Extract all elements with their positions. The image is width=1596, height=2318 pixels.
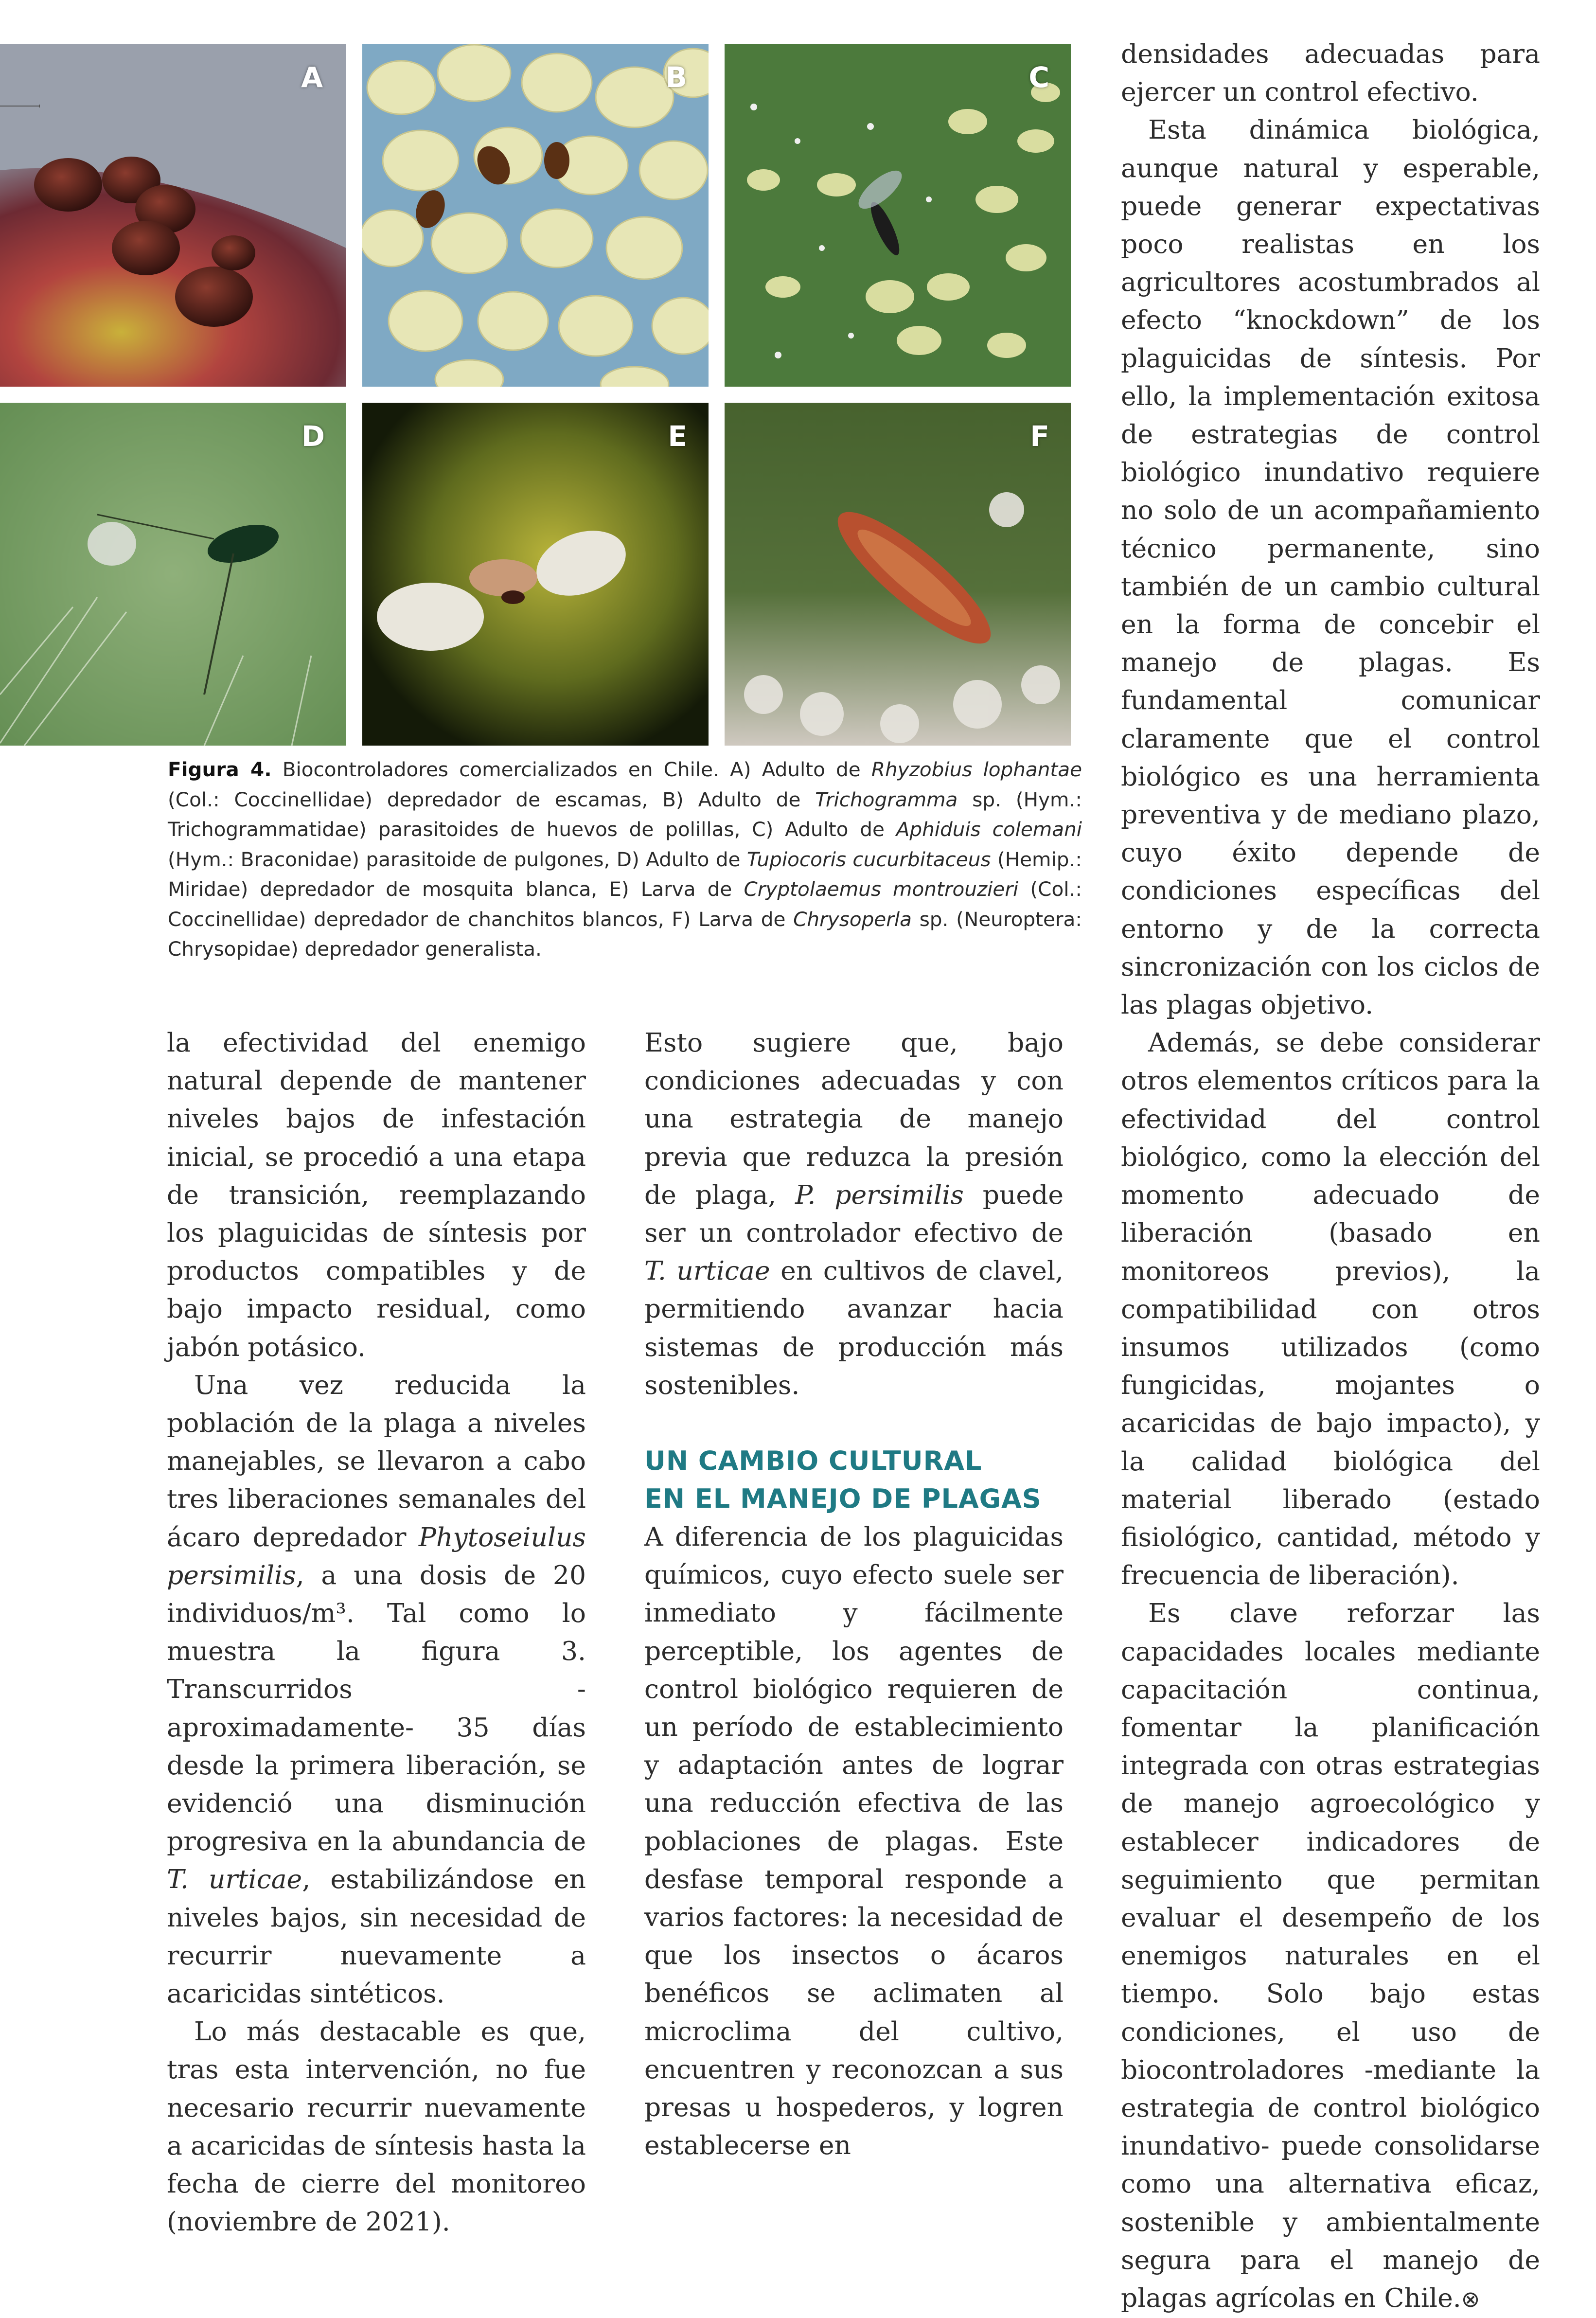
species-name: Phytoseiulus persimilis [167,1521,586,1590]
text-run: Es clave reforzar las capacidades locales mediante capacitación continua, fomentar la planificación integrada con otras estrategias de manejo agroecológico y establecer indicadores de seguimiento que permitan evaluar el desempeño de los enemigos naturales en el tiempo. Solo bajo estas condiciones, el uso de biocontroladores -mediante la estrategia de control biológico inundativo- puede consolidarse como una alternativa eficaz, sostenible y ambientalmente segura para el manejo de plagas agrícolas en Chile. [1121,1598,1540,2313]
photo-rhyzobius [0,44,346,387]
figure-panel-f [725,403,1071,746]
caption-lead: Figura 4. [168,758,272,781]
figure-panel-a [0,44,346,387]
figure-caption [168,755,1082,964]
text-run: en cultivos de clavel, permitiendo avanzar hacia sistemas de producción más sostenibles. [644,1255,1064,1400]
caption-species: Chrysoperla [793,907,912,931]
section-heading-line: UN CAMBIO CULTURAL [644,1445,982,1477]
photo-aphidius [725,44,1071,387]
figure-panel-d [0,403,346,746]
text-run: , estabilizándose en niveles bajos, sin necesidad de recurrir nuevamente a acaricidas sintéticos. [167,1864,586,2009]
paragraph: A diferencia de los plaguicidas químicos, cuyo efecto suele ser inmediato y fácilmente perceptible, los agentes de control biológico requieren de un período de establecimiento y adaptación antes de lograr una reducción efectiva de las poblaciones de plagas. Este desfase temporal responde a varios factores: la necesidad de que los insectos o ácaros benéficos se aclimaten al microclima del cultivo, encuentren y reconozcan a sus presas u hospederos, y logren establecerse en [644,1521,1064,2161]
photo-trichogramma [362,44,709,387]
paragraph [644,1024,1064,1404]
caption-species: Aphiduis colemani [896,818,1082,841]
caption-text: Biocontroladores comercializados en Chile. A) Adulto de [271,758,871,781]
caption-text: (Col.: Coccinellidae) depredador de chanchitos blancos, F) Larva de [168,877,1082,931]
photo-cryptolaemus [362,403,709,746]
section-heading [644,1442,1064,1518]
panel-label-a: A [301,61,323,94]
caption-text: (Hym.: Braconidae) parasitoide de pulgones, D) Adulto de [168,847,747,871]
figure-panel-c [725,44,1071,387]
caption-species: Cryptolaemus montrouzieri [744,877,1019,901]
panel-label-d: D [301,420,325,453]
paragraph: Además, se debe considerar otros elementos críticos para la efectividad del control biológico, como la elección del momento adecuado de liberación (basado en monitoreos previos), la compatibilidad con otros insumos utilizados (como fungicidas, mojantes o acaricidas de bajo impacto), y la calidad biológica del material liberado (estado fisiológico, cantidad, método y frecuencia de liberación). [1121,1027,1540,1591]
caption-text: (Col.: Coccinellidae) depredador de escamas, B) Adulto de [168,787,816,811]
panel-label-f: F [1030,420,1049,453]
paragraph: la efectividad del enemigo natural depende de mantener niveles bajos de infestación inicial, se procedió a una etapa de transición, reemplazando los plaguicidas de síntesis por productos compatibles y de bajo impacto residual, como jabón potásico. [167,1027,586,1362]
species-name: T. urticae [167,1864,302,1895]
figure-panel-b [362,44,709,387]
paragraph [167,1366,586,2013]
paragraph: densidades adecuadas para ejercer un control efectivo. [1121,38,1540,107]
caption-text: (Hemip.: Miridae) depredador de mosquita blanca, E) Larva de [168,847,1082,901]
text-run: , a una dosis de 20 individuos/m³. Tal como lo muestra la figura 3. Transcurridos -aproximadamente- 35 días desde la primera liberación, se evidenció una disminución progresiva en la abundancia de [167,1559,586,1857]
caption-species: Trichogramma [815,787,958,811]
body-column-1 [167,1024,586,2241]
end-mark-icon: ⊗ [1461,2285,1480,2312]
body-column-2 [644,1024,1064,2164]
paragraph: Lo más destacable es que, tras esta intervención, no fue necesario recurrir nuevamente a acaricidas de síntesis hasta la fecha de cierre del monitoreo (noviembre de 2021). [167,2016,586,2237]
body-column-3 [1121,35,1540,2318]
section-heading-line: EN EL MANEJO DE PLAGAS [644,1483,1042,1515]
caption-species: Rhyzobius lophantae [871,758,1082,781]
scale-bar [0,105,40,107]
caption-species: Tupiocoris cucurbitaceus [746,847,991,871]
photo-tupiocoris [0,403,346,746]
paragraph: Esta dinámica biológica, aunque natural y esperable, puede generar expectativas poco realistas en los agricultores acostumbrados al efecto “knockdown” de los plaguicidas de síntesis. Por ello, la implementación exitosa de estrategias de control biológico inundativo requiere no solo de un acompañamiento técnico permanente, sino también de un cambio cultural en la forma de concebir el manejo de plagas. Es fundamental comunicar claramente que el control biológico es una herramienta preventiva y de mediano plazo, cuyo éxito depende de condiciones específicas del entorno y de la correcta sincronización con los ciclos de las plagas objetivo. [1121,114,1540,1020]
paragraph [1121,1594,1540,2318]
species-name: P. persimilis [795,1179,964,1210]
text-run: Una vez reducida la población de la plaga a niveles manejables, se llevaron a cabo tres liberaciones semanales del ácaro depredador [167,1369,586,1552]
caption-text: sp. (Neuroptera: Chrysopidae) depredador generalista. [168,907,1082,961]
caption-text: sp. (Hym.: Trichogrammatidae) parasitoides de huevos de polillas, C) Adulto de [168,787,1082,841]
panel-label-e: E [668,420,687,453]
figure-panel-e [362,403,709,746]
photo-chrysoperla [725,403,1071,746]
panel-label-c: C [1029,61,1049,94]
panel-label-b: B [665,61,687,94]
text-run: puede ser un controlador efectivo de [644,1179,1064,1248]
text-run: Esto sugiere que, bajo condiciones adecuadas y con una estrategia de manejo previa que reduzca la presión de plaga, [644,1027,1064,1210]
species-name: T. urticae [644,1255,770,1286]
